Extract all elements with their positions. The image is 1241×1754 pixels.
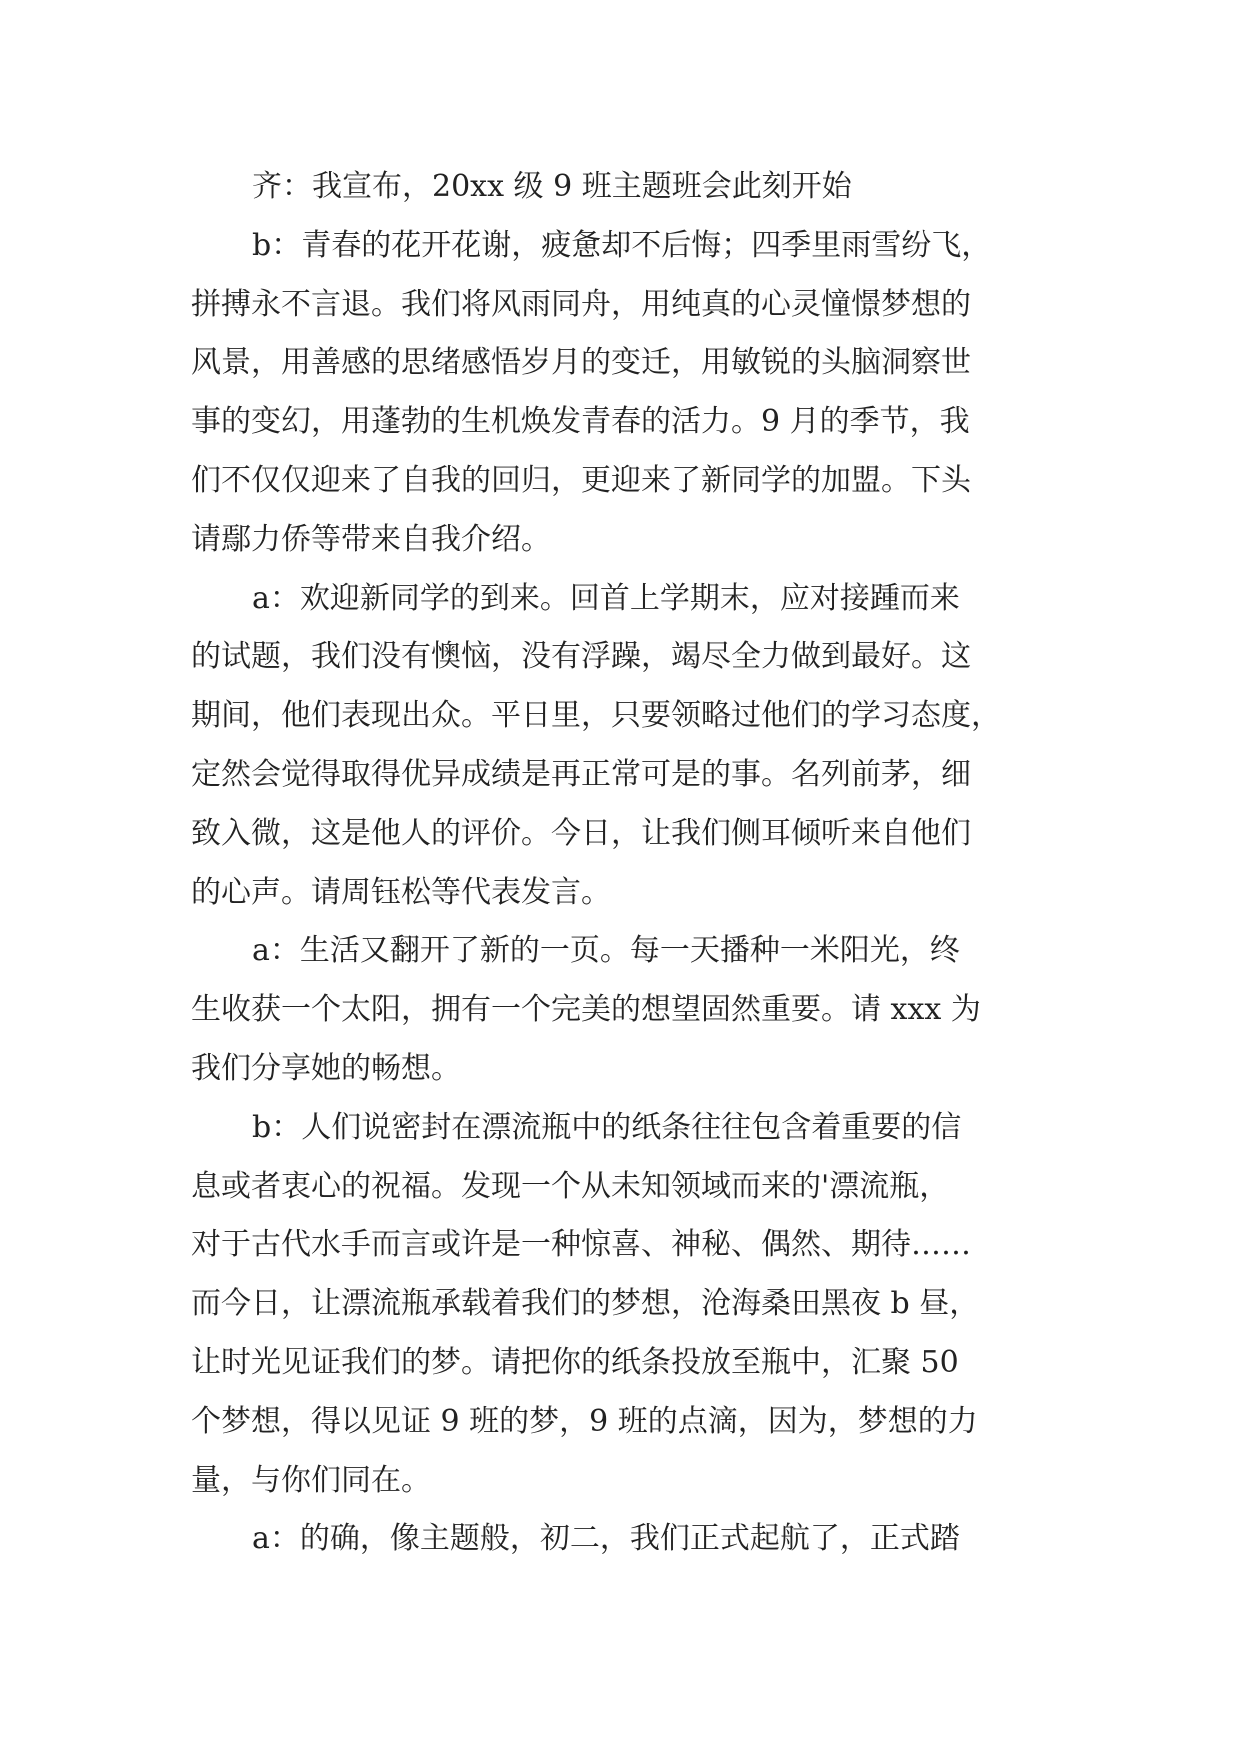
text-line: 让时光见证我们的梦。请把你的纸条投放至瓶中，汇聚 50 xyxy=(191,1344,959,1380)
text-line: 齐：我宣布，20xx 级 9 班主题班会此刻开始 xyxy=(252,169,852,204)
text-line: 的试题，我们没有懊恼，没有浮躁，竭尽全力做到最好。这 xyxy=(191,639,971,675)
text-line: 风景，用善感的思绪感悟岁月的变迁，用敏锐的头脑洞察世 xyxy=(191,345,971,381)
paragraph-b-speech-2 xyxy=(191,1099,1061,1511)
paragraph-b-speech-1 xyxy=(191,217,1061,570)
text-line: 致入微，这是他人的评价。今日，让我们侧耳倾听来自他们 xyxy=(191,815,971,851)
text-line: 拼搏永不言退。我们将风雨同舟，用纯真的心灵憧憬梦想的 xyxy=(191,286,971,322)
text-line: 期间，他们表现出众。平日里，只要领略过他们的学习态度， xyxy=(191,698,1001,734)
text-line: 个梦想，得以见证 9 班的梦，9 班的点滴，因为，梦想的力 xyxy=(191,1403,978,1439)
text-line: a：欢迎新同学的到来。回首上学期末，应对接踵而来 xyxy=(252,580,960,616)
document-body xyxy=(191,158,1061,1569)
text-line: 的心声。请周钰松等代表发言。 xyxy=(191,874,611,910)
text-line: a：生活又翻开了新的一页。每一天播种一米阳光，终 xyxy=(252,933,960,969)
paragraph-a-speech-1 xyxy=(191,570,1061,923)
text-line: 量，与你们同在。 xyxy=(191,1462,431,1498)
text-line: b：青春的花开花谢，疲惫却不后悔；四季里雨雪纷飞， xyxy=(252,227,992,263)
text-line: 对于古代水手而言或许是一种惊喜、神秘、偶然、期待…… xyxy=(191,1227,971,1263)
text-line: 们不仅仅迎来了自我的回归，更迎来了新同学的加盟。下头 xyxy=(191,462,971,498)
paragraph-a-speech-3 xyxy=(191,1510,1061,1569)
paragraph-opening xyxy=(191,158,1061,217)
text-line: 息或者衷心的祝福。发现一个从未知领域而来的'漂流瓶， xyxy=(191,1168,950,1204)
text-line: 我们分享她的畅想。 xyxy=(191,1050,461,1086)
text-line: a：的确，像主题般，初二，我们正式起航了，正式踏 xyxy=(252,1521,960,1557)
text-line: 而今日，让漂流瓶承载着我们的梦想，沧海桑田黑夜 b 昼， xyxy=(191,1286,980,1322)
paragraph-a-speech-2 xyxy=(191,922,1061,1098)
text-line: 请鄢力侨等带来自我介绍。 xyxy=(191,521,551,557)
text-line: 定然会觉得取得优异成绩是再正常可是的事。名列前茅，细 xyxy=(191,756,971,792)
text-line: 生收获一个太阳，拥有一个完美的想望固然重要。请 xxx 为 xyxy=(191,992,981,1028)
text-line: b：人们说密封在漂流瓶中的纸条往往包含着重要的信 xyxy=(252,1109,962,1145)
text-line: 事的变幻，用蓬勃的生机焕发青春的活力。9 月的季节，我 xyxy=(191,404,970,440)
